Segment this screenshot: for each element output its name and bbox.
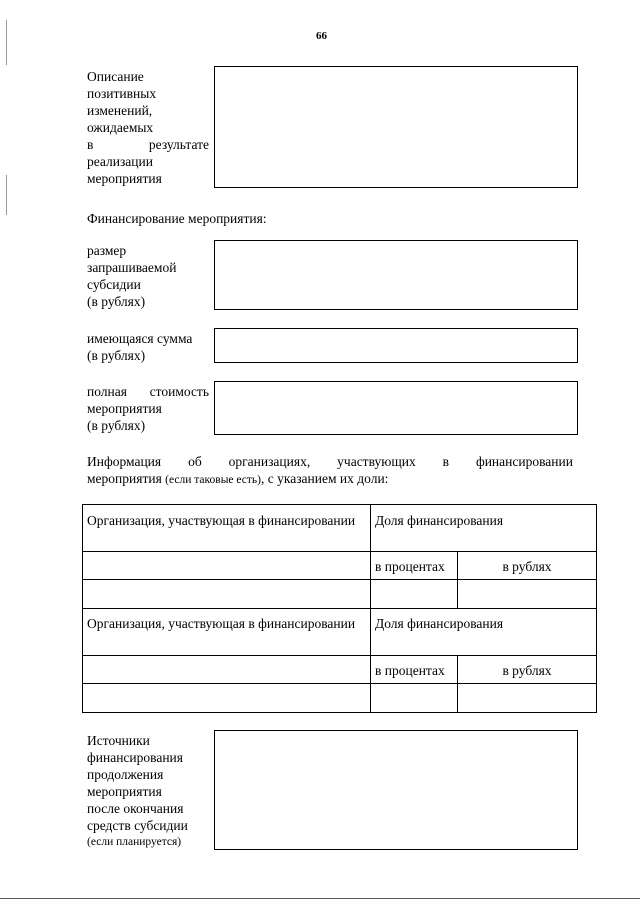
label-line: ожидаемых: [87, 120, 154, 135]
word: в: [442, 454, 450, 469]
rubles-header-cell: в рублях: [458, 552, 597, 580]
label-line: продолжения: [87, 767, 164, 782]
label-word: полная: [87, 384, 127, 399]
financing-share-table: [82, 608, 597, 713]
word: , с указанием их доли:: [261, 471, 389, 486]
label-line: изменений,: [87, 103, 153, 118]
label-line: мероприятия: [87, 401, 162, 416]
available-amount-field[interactable]: [214, 328, 578, 363]
label-line: реализации: [87, 154, 153, 169]
subsidy-label: [87, 242, 209, 310]
label-line: средств субсидии: [87, 818, 188, 833]
org-header-cell: Организация, участвующая в финансировании: [83, 609, 371, 656]
percent-input-cell[interactable]: [371, 684, 458, 713]
share-header-cell: Доля финансирования: [371, 505, 597, 552]
label-line: мероприятия: [87, 784, 162, 799]
label-line: Описание: [87, 69, 144, 84]
available-amount-label: [87, 330, 209, 364]
scan-margin-line: [6, 175, 7, 215]
org-info-paragraph: [87, 453, 573, 489]
label-line: размер: [87, 243, 127, 258]
label-word: результате: [148, 137, 209, 152]
rubles-input-cell[interactable]: [458, 580, 597, 609]
share-header-cell: Доля финансирования: [371, 609, 597, 656]
org-name-cell[interactable]: [83, 656, 371, 684]
label-line-justified: [87, 136, 209, 153]
sources-label: [87, 732, 212, 851]
word: мероприятия: [87, 471, 162, 486]
sources-field[interactable]: [214, 730, 578, 850]
percent-input-cell[interactable]: [371, 580, 458, 609]
label-line: позитивных: [87, 86, 157, 101]
label-line-justified: [87, 383, 209, 400]
full-cost-label: [87, 383, 209, 434]
positive-changes-label: [87, 68, 209, 187]
label-line: (в рублях): [87, 418, 146, 433]
full-cost-field[interactable]: [214, 381, 578, 435]
org-info-line1: [87, 453, 573, 470]
page-number: 66: [316, 30, 327, 42]
label-note: (если планируется): [87, 836, 182, 848]
label-line: субсидии: [87, 277, 141, 292]
word: участвующих: [337, 454, 416, 469]
label-word: стоимость: [149, 384, 209, 399]
scan-margin-line: [6, 20, 7, 65]
label-word: в: [87, 137, 94, 152]
financing-share-table: [82, 504, 597, 609]
label-line: мероприятия: [87, 171, 162, 186]
subsidy-amount-field[interactable]: [214, 240, 578, 310]
org-name-input-cell[interactable]: [83, 580, 371, 609]
bottom-rule: [0, 898, 640, 899]
label-line: (в рублях): [87, 294, 146, 309]
label-line: (в рублях): [87, 348, 146, 363]
org-name-cell[interactable]: [83, 552, 371, 580]
label-line: после окончания: [87, 801, 184, 816]
percent-header-cell: в процентах: [371, 656, 458, 684]
org-header-cell: Организация, участвующая в финансировании: [83, 505, 371, 552]
word: Информация: [87, 454, 162, 469]
label-line: Источники: [87, 733, 150, 748]
org-info-line2: [87, 470, 573, 489]
word: об: [188, 454, 202, 469]
label-line: запрашиваемой: [87, 260, 177, 275]
label-line: имеющаяся сумма: [87, 331, 193, 346]
financing-heading: Финансирование мероприятия:: [87, 211, 267, 226]
word: финансировании: [475, 454, 573, 469]
label-line: финансирования: [87, 750, 183, 765]
word: организациях,: [228, 454, 311, 469]
org-name-input-cell[interactable]: [83, 684, 371, 713]
percent-header-cell: в процентах: [371, 552, 458, 580]
rubles-input-cell[interactable]: [458, 684, 597, 713]
positive-changes-field[interactable]: [214, 66, 578, 188]
rubles-header-cell: в рублях: [458, 656, 597, 684]
parenthetical-note: (если таковые есть): [165, 474, 262, 486]
